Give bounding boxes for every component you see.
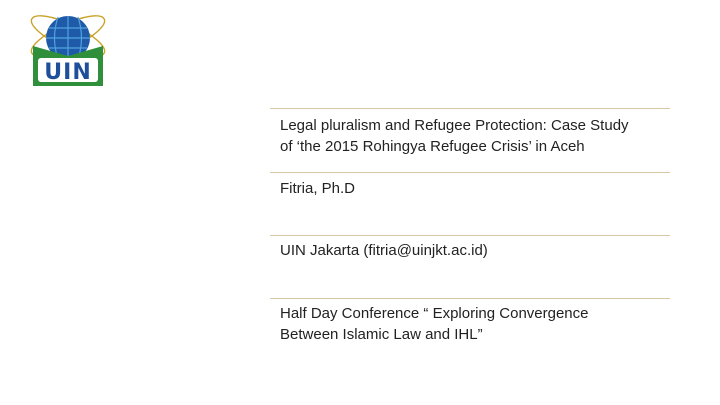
event-line-1: Half Day Conference “ Exploring Convergence <box>280 305 589 322</box>
affiliation-text: UIN Jakarta (fitria@uinjkt.ac.id) <box>280 242 488 259</box>
author-name <box>280 178 670 199</box>
affiliation <box>280 240 670 261</box>
author-name-text: Fitria, Ph.D <box>280 180 356 197</box>
divider-event <box>270 298 670 299</box>
logo-text: UIN <box>44 60 92 85</box>
title-line-2: of ‘the 2015 Rohingya Refugee Crisis’ in Aceh <box>280 138 585 155</box>
uin-logo <box>25 6 111 90</box>
presentation-title <box>280 115 670 157</box>
title-line-1: Legal pluralism and Refugee Protection: Case Study <box>280 117 629 134</box>
event-info <box>280 303 670 345</box>
divider-affiliation <box>270 235 670 236</box>
divider-author <box>270 172 670 173</box>
divider-top <box>270 108 670 109</box>
event-line-2: Between Islamic Law and IHL” <box>280 326 483 343</box>
